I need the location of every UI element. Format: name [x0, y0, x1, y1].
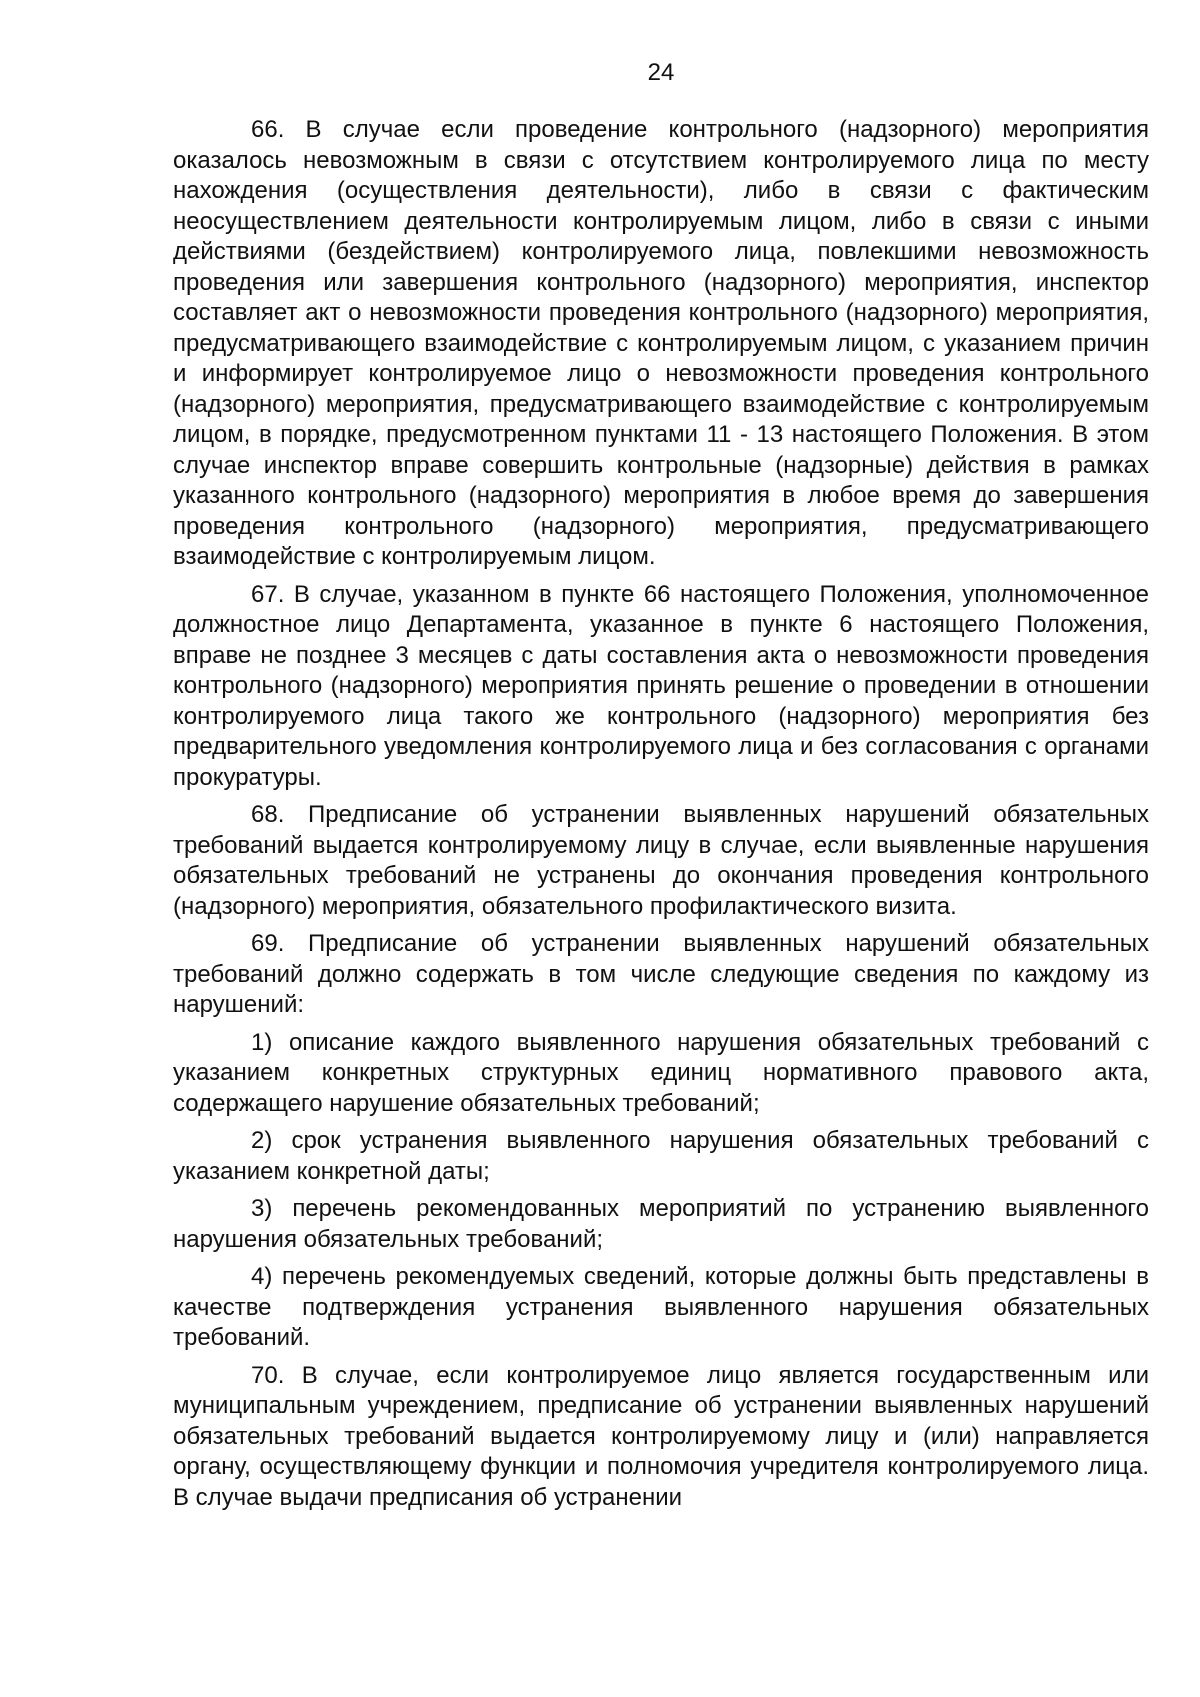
paragraph-70: 70. В случае, если контролируемое лицо является государственным или муниципальным учреждением, предписание об устранении выявленных нарушений обязательных требований выдается контролируемому лицу и (или) направляется органу, осуществляющему функции и полномочия учредителя контролируемого лица. В случае выдачи предписания об устранении	[173, 1361, 1149, 1511]
paragraph-69: 69. Предписание об устранении выявленных нарушений обязательных требований должно содержать в том числе следующие сведения по каждому из нарушений:	[173, 930, 1149, 1018]
list-item-4: 4) перечень рекомендуемых сведений, которые должны быть представлены в качестве подтверждения устранения выявленного нарушения обязательных требований.	[173, 1263, 1149, 1351]
list-item-3: 3) перечень рекомендованных мероприятий по устранению выявленного нарушения обязательных требований;	[173, 1195, 1149, 1253]
document-body	[173, 115, 1149, 1513]
page-number: 24	[647, 59, 675, 86]
list-item-2: 2) срок устранения выявленного нарушения обязательных требований с указанием конкретной даты;	[173, 1127, 1149, 1185]
paragraph-68: 68. Предписание об устранении выявленных нарушений обязательных требований выдается контролируемому лицу в случае, если выявленные нарушения обязательных требований не устранены до окончания проведения контрольного (надзорного) мероприятия, обязательного профилактического визита.	[173, 801, 1149, 920]
list-item-1: 1) описание каждого выявленного нарушения обязательных требований с указанием конкретных структурных единиц нормативного правового акта, содержащего нарушение обязательных требований;	[173, 1028, 1149, 1117]
paragraph-67: 67. В случае, указанном в пункте 66 настоящего Положения, уполномоченное должностное лицо Департамента, указанное в пункте 6 настоящего Положения, вправе не позднее 3 месяцев с даты составления акта о невозможности проведения контрольного (надзорного) мероприятия принять решение о проведении в отношении контролируемого лица такого же контрольного (надзорного) мероприятия без предварительного уведомления контролируемого лица и без согласования с органами прокуратуры.	[173, 580, 1149, 791]
paragraph-66: 66. В случае если проведение контрольного (надзорного) мероприятия оказалось невозможным в связи с отсутствием контролируемого лица по месту нахождения (осуществления деятельности), либо в связи с фактическим неосуществлением деятельности контролируемым лицом, либо в связи с иными действиями (бездействием) контролируемого лица, повлекшими невозможность проведения или завершения контрольного (надзорного) мероприятия, инспектор составляет акт о невозможности проведения контрольного (надзорного) мероприятия, предусматривающего взаимодействие с контролируемым лицом, с указанием причин и информирует контролируемое лицо о невозможности проведения контрольного (надзорного) мероприятия, предусматривающего взаимодействие с контролируемым лицом, в порядке, предусмотренном пунктами 11 - 13 настоящего Положения. В этом случае инспектор вправе совершить контрольные (надзорные) действия в рамках указанного контрольного (надзорного) мероприятия в любое время до завершения проведения контрольного (надзорного) мероприятия, предусматривающего взаимодействие с контролируемым лицом.	[173, 116, 1149, 570]
